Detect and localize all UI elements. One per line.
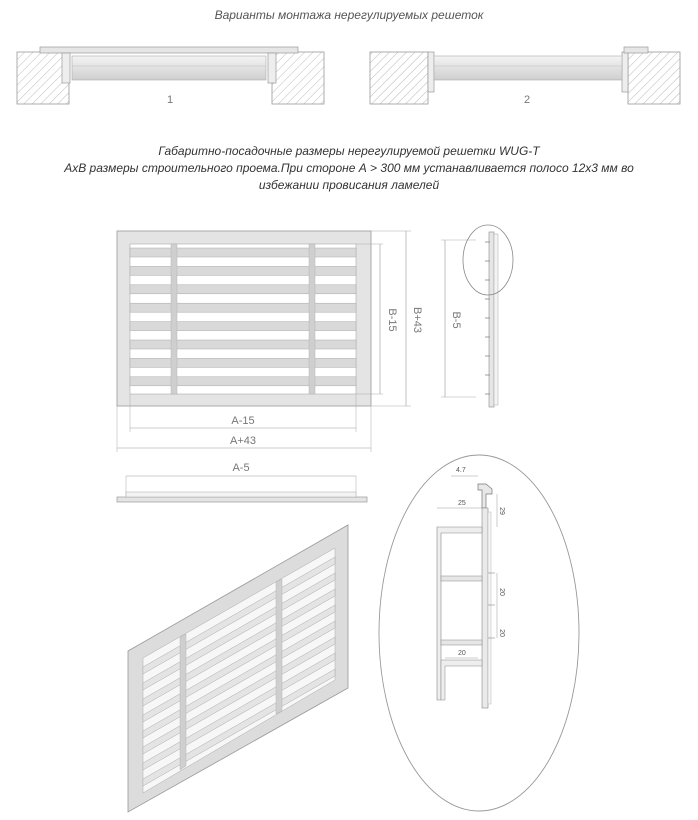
detail-dim-20-b: 20 bbox=[498, 629, 505, 637]
detail-dim-4-7: 4.7 bbox=[456, 467, 466, 474]
front-view bbox=[117, 231, 423, 452]
front-slat bbox=[130, 248, 356, 257]
detail-dim-20-a: 20 bbox=[498, 588, 505, 596]
front-slat bbox=[130, 285, 356, 294]
front-slat bbox=[130, 322, 356, 331]
bottom-profile bbox=[117, 462, 367, 502]
dim-a-plus-43: A+43 bbox=[230, 435, 256, 447]
page-title: Варианты монтажа нерегулируемых решеток bbox=[214, 8, 484, 22]
dim-b-minus-5: B-5 bbox=[450, 311, 462, 329]
variant-2-label: 2 bbox=[523, 94, 531, 106]
detail-callout-circle bbox=[463, 225, 513, 295]
dim-b-plus-43: B+43 bbox=[411, 307, 423, 333]
isometric-view bbox=[128, 525, 348, 812]
description-line-2: АхВ размеры строительного проема.При стороне А > 300 мм устанавливается полосо 12х3 мм во bbox=[64, 161, 634, 175]
side-profile bbox=[441, 225, 513, 407]
mounting-variant-1 bbox=[17, 47, 324, 106]
variant-1-label: 1 bbox=[166, 94, 174, 106]
front-slat bbox=[130, 303, 356, 312]
front-slat bbox=[130, 377, 356, 386]
detail-dim-25: 25 bbox=[458, 500, 466, 507]
description-line-3: избежании провисания ламелей bbox=[258, 178, 440, 192]
description-line-1: Габаритно-посадочные размеры нерегулируемой решетки WUG-T bbox=[158, 144, 540, 158]
detail-dim-20-c: 20 bbox=[458, 650, 466, 657]
front-slat bbox=[130, 340, 356, 349]
magnified-detail bbox=[379, 455, 579, 811]
front-slat bbox=[130, 266, 356, 275]
dim-b-minus-15: B-15 bbox=[386, 308, 398, 332]
dim-a-minus-15: A-15 bbox=[231, 415, 255, 427]
front-slat bbox=[130, 358, 356, 367]
detail-dim-29: 29 bbox=[498, 507, 505, 515]
mounting-variant-2 bbox=[370, 47, 680, 106]
dim-a-minus-5: A-5 bbox=[232, 462, 250, 474]
